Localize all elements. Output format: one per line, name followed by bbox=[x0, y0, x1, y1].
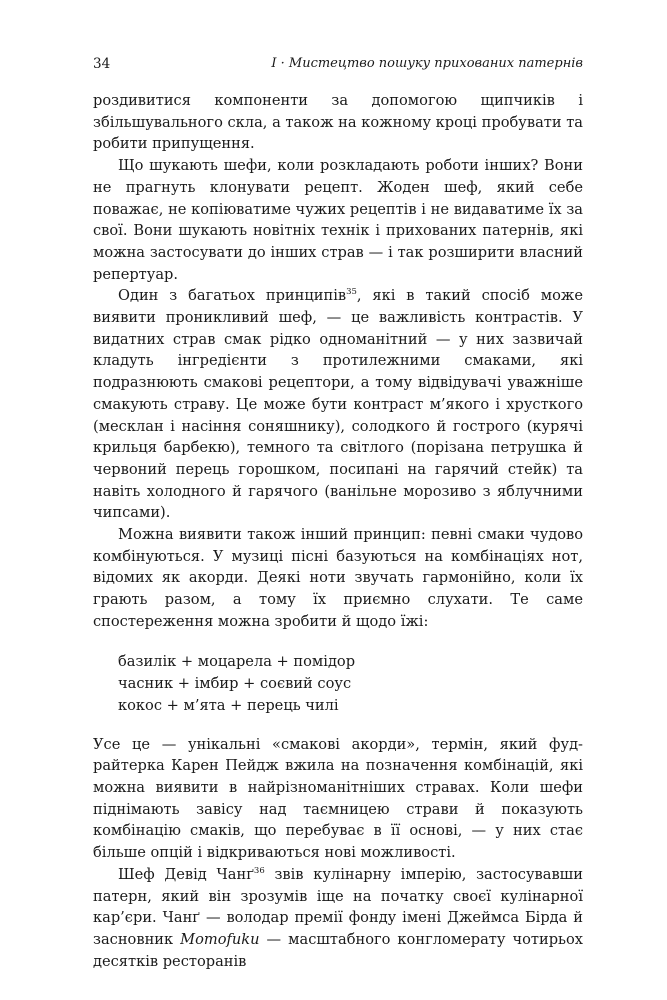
paragraph: Усе це — унікальні «смакові акорди», термін, який фуд-райтерка Карен Пейдж вжила на позначення комбінацій, які можна виявити в найрізноманітніших стравах. Коли шефи піднімають завісу над таємницею страви й показують комбінацію смаків, що перебуває в її основі, — у них стає більше опцій і відкриваються нові можливості. bbox=[93, 735, 583, 862]
flavor-chord: кокос + м’ята + перець чилі bbox=[118, 696, 339, 714]
paragraph: Можна виявити також інший принцип: певні смаки чудово комбінуються. У музиці пісні базуються на комбінаціях нот, відомих як акорди. Деякі ноти звучать гармонійно, коли їх грають разом, а тому їх приємно слухати. Те саме спостереження можна зробити й щодо їжі: bbox=[93, 526, 583, 630]
paragraph-text: звів кулінарну імперію, застосувавши патерн, який він зрозумів іще на початку своєї кулінарної кар’єри. Чанґ — володар премії фонду імені Джеймса Бірда й засновник bbox=[93, 865, 583, 948]
paragraph-continuation: роздивитися компоненти за допомогою щипчиків і збільшувального скла, а також на кожному кроці пробувати та робити припущення. bbox=[93, 92, 583, 153]
paragraph-text: , які в такий спосіб може виявити проникливий шеф, — це важливість контрастів. У видатних страв смак рідко одноманітний — у них зазвичай кладуть інгредієнти з протилежними смаками, які подразнюють смакові рецептори, а тому відвідувачі уважніше смакують страву. Це може бути контраст м’якого і хрусткого (месклан і насіння соняшнику), солодкого й гострого (курячі крильця барбекю), темного та світлого (порізана петрушка й червоний перець горошком, посипані на гарячий стейк) та навіть холодного й гарячого (ванільне морозиво з яблучними чипсами). bbox=[93, 287, 583, 522]
paragraph-text: — масштабного конгломерату чотирьох десятків ресторанів bbox=[93, 930, 583, 970]
paragraph bbox=[93, 864, 583, 973]
flavor-chord: часник + імбир + соєвий соус bbox=[118, 674, 352, 692]
flavor-chords-list bbox=[118, 651, 583, 717]
paragraph-text: Шеф Девід Чанґ bbox=[118, 865, 254, 883]
flavor-chord: базилік + моцарела + помідор bbox=[118, 652, 356, 670]
brand-name: Momofuku bbox=[180, 930, 260, 948]
page-header bbox=[93, 56, 583, 80]
running-title: I · Мистецтво пошуку прихованих патернів bbox=[271, 56, 583, 71]
footnote-marker: 36 bbox=[253, 865, 265, 876]
paragraph bbox=[93, 285, 583, 524]
page-body bbox=[93, 90, 583, 972]
paragraph: Що шукають шефи, коли розкладають роботи інших? Вони не прагнуть клонувати рецепт. Жоден шеф, який себе поважає, не копіюватиме чужих рецептів і не видаватиме їх за свої. Вони шукають новітніх технік і прихованих патернів, які можна застосувати до інших страв — і так розширити власний репертуар. bbox=[93, 157, 583, 283]
footnote-marker: 35 bbox=[346, 287, 357, 298]
paragraph-text: Один з багатьох принципів bbox=[118, 287, 347, 305]
page-number: 34 bbox=[93, 56, 111, 72]
